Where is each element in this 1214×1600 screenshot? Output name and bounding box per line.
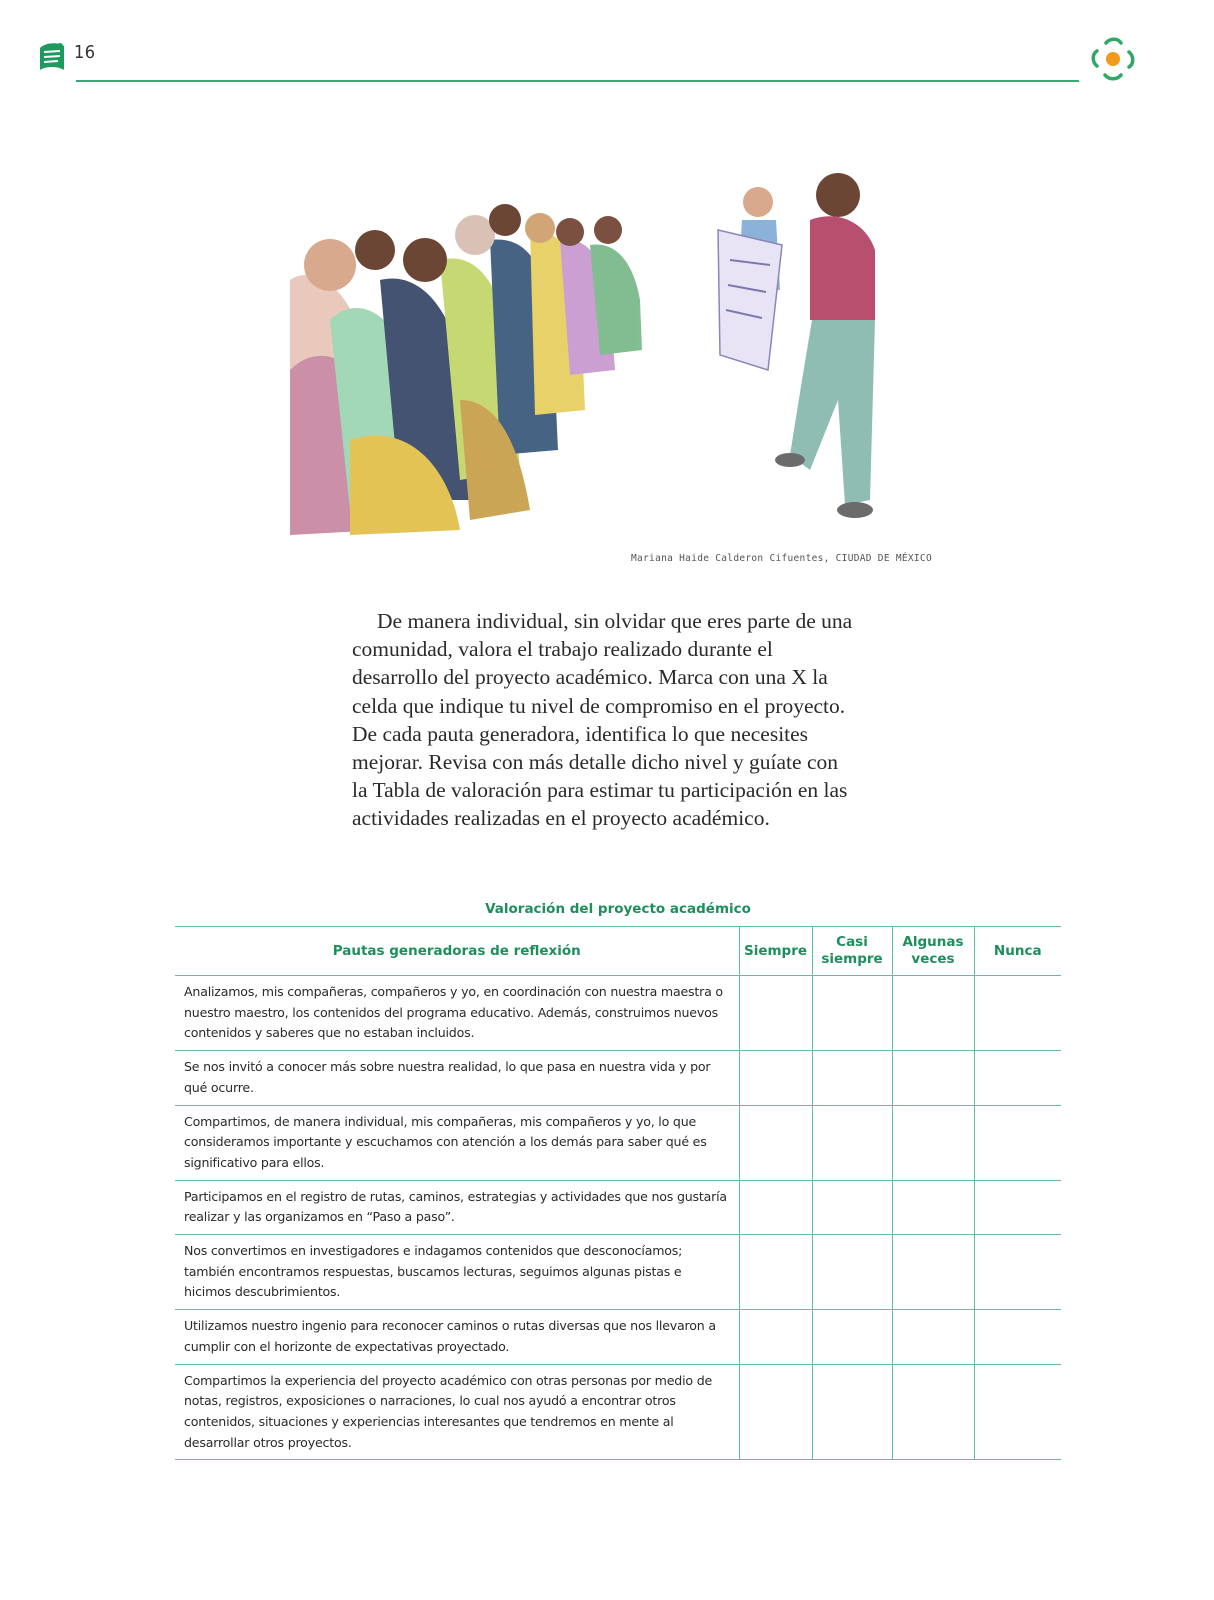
casi-siempre-cell[interactable] xyxy=(812,1051,892,1105)
algunas-veces-cell[interactable] xyxy=(892,976,974,1051)
header-rule xyxy=(76,80,1079,82)
pauta-text: Compartimos la experiencia del proyecto académico con otras personas por medio de notas, registros, exposiciones o narraciones, lo cual nos ayudó a encontrar otros contenidos, situaciones y experiencias interesantes que tendremos en mente al desarrollar otros proyectos. xyxy=(175,1364,739,1460)
table-row xyxy=(175,1364,1061,1460)
siempre-cell[interactable] xyxy=(739,1180,812,1234)
header-algunas-veces: Algunas veces xyxy=(892,927,974,976)
nunca-cell[interactable] xyxy=(974,1364,1061,1460)
evaluation-table xyxy=(175,926,1061,1460)
algunas-veces-cell[interactable] xyxy=(892,1051,974,1105)
community-logo-icon xyxy=(1088,34,1138,84)
nunca-cell[interactable] xyxy=(974,976,1061,1051)
algunas-veces-cell[interactable] xyxy=(892,1105,974,1180)
table-title: Valoración del proyecto académico xyxy=(485,901,751,917)
algunas-veces-cell[interactable] xyxy=(892,1180,974,1234)
pauta-text: Nos convertimos en investigadores e indagamos contenidos que desconocíamos; también encontramos respuestas, buscamos lecturas, seguimos algunas pistas e hicimos descubrimientos. xyxy=(175,1235,739,1310)
algunas-veces-cell[interactable] xyxy=(892,1310,974,1364)
casi-siempre-cell[interactable] xyxy=(812,1105,892,1180)
table-row xyxy=(175,1051,1061,1105)
table-row xyxy=(175,1105,1061,1180)
pauta-text: Se nos invitó a conocer más sobre nuestra realidad, lo que pasa en nuestra vida y por qué ocurre. xyxy=(175,1051,739,1105)
table-header-row xyxy=(175,927,1061,976)
pauta-text: Utilizamos nuestro ingenio para reconocer caminos o rutas diversas que nos llevaron a cumplir con el horizonte de expectativas proyectado. xyxy=(175,1310,739,1364)
table-row xyxy=(175,1235,1061,1310)
siempre-cell[interactable] xyxy=(739,976,812,1051)
siempre-cell[interactable] xyxy=(739,1051,812,1105)
nunca-cell[interactable] xyxy=(974,1310,1061,1364)
casi-siempre-cell[interactable] xyxy=(812,1364,892,1460)
casi-siempre-cell[interactable] xyxy=(812,1180,892,1234)
casi-siempre-cell[interactable] xyxy=(812,976,892,1051)
nunca-cell[interactable] xyxy=(974,1051,1061,1105)
siempre-cell[interactable] xyxy=(739,1364,812,1460)
siempre-cell[interactable] xyxy=(739,1235,812,1310)
table-row xyxy=(175,976,1061,1051)
header-pautas: Pautas generadoras de reflexión xyxy=(175,927,739,976)
header-siempre: Siempre xyxy=(739,927,812,976)
page-number: 16 xyxy=(74,42,96,63)
header-casi-siempre: Casi siempre xyxy=(812,927,892,976)
header-nunca: Nunca xyxy=(974,927,1061,976)
nunca-cell[interactable] xyxy=(974,1235,1061,1310)
presenter-figures xyxy=(718,173,875,518)
table-row xyxy=(175,1180,1061,1234)
presentation-illustration xyxy=(290,170,910,545)
casi-siempre-cell[interactable] xyxy=(812,1310,892,1364)
book-logo-icon xyxy=(36,40,68,74)
pauta-text: Compartimos, de manera individual, mis compañeras, mis compañeros y yo, lo que consideramos importante y escuchamos con atención a los demás para saber qué es significativo para ellos. xyxy=(175,1105,739,1180)
nunca-cell[interactable] xyxy=(974,1180,1061,1234)
pauta-text: Participamos en el registro de rutas, caminos, estrategias y actividades que nos gustaría realizar y las organizamos en “Paso a paso”. xyxy=(175,1180,739,1234)
intro-paragraph: De manera individual, sin olvidar que eres parte de una comunidad, valora el trabajo realizado durante el desarrollo del proyecto académico. Marca con una X la celda que indique tu nivel de compromiso en el proyecto. De cada pauta generadora, identifica lo que necesites mejorar. Revisa con más detalle dicho nivel y guíate con la Tabla de valoración para estimar tu participación en las actividades realizadas en el proyecto académico. xyxy=(352,609,853,831)
pauta-text: Analizamos, mis compañeras, compañeros y yo, en coordinación con nuestra maestra o nuestro maestro, los contenidos del programa educativo. Además, construimos nuevos contenidos y saberes que no estaban incluidos. xyxy=(175,976,739,1051)
algunas-veces-cell[interactable] xyxy=(892,1235,974,1310)
table-row xyxy=(175,1310,1061,1364)
algunas-veces-cell[interactable] xyxy=(892,1364,974,1460)
casi-siempre-cell[interactable] xyxy=(812,1235,892,1310)
siempre-cell[interactable] xyxy=(739,1105,812,1180)
siempre-cell[interactable] xyxy=(739,1310,812,1364)
illustration-credit: Mariana Haide Calderon Cifuentes, CIUDAD DE MÉXICO xyxy=(631,553,932,564)
nunca-cell[interactable] xyxy=(974,1105,1061,1180)
